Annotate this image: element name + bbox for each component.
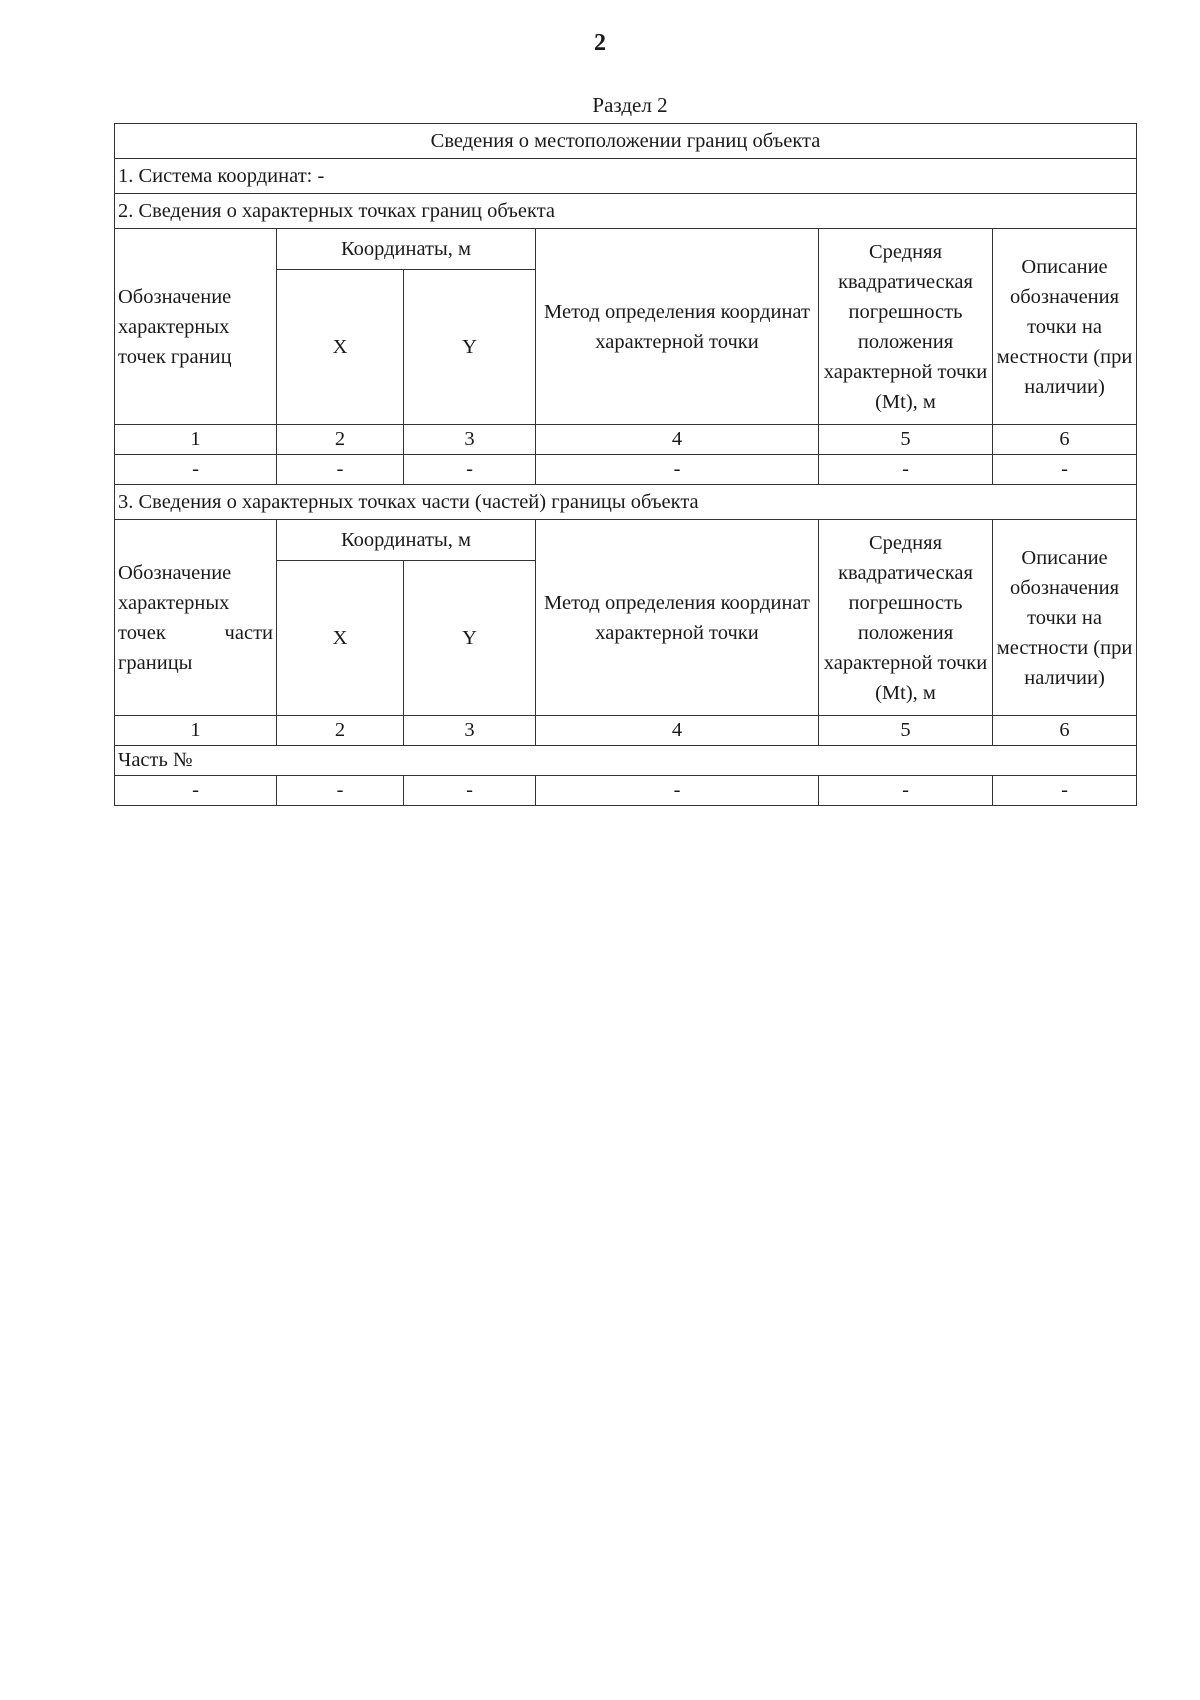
section3-col-y: Y	[404, 561, 536, 716]
section3-col-error: Средняя квадратическая погрешность положения характерной точки (Mt), м	[819, 520, 993, 716]
column-number: 4	[536, 716, 819, 746]
section3-header-row	[115, 520, 1137, 561]
part-label: Часть №	[115, 746, 1137, 776]
section3-heading: 3. Сведения о характерных точках части (частей) границы объекта	[115, 485, 1137, 520]
section2-heading: 2. Сведения о характерных точках границ объекта	[115, 194, 1137, 229]
table-cell: -	[115, 776, 277, 806]
column-number: 5	[819, 425, 993, 455]
column-number: 1	[115, 425, 277, 455]
section2-header-row	[115, 229, 1137, 270]
column-number: 2	[277, 425, 404, 455]
section2-col-method: Метод определения координат характерной точки	[536, 229, 819, 425]
column-number: 6	[993, 425, 1137, 455]
column-number: 3	[404, 716, 536, 746]
column-number: 4	[536, 425, 819, 455]
table-cell: -	[993, 776, 1137, 806]
section3-col-description: Описание обозначения точки на местности (при наличии)	[993, 520, 1137, 716]
table-row	[115, 455, 1137, 485]
section3-col-designation: Обозначение характерных точек части границы	[115, 520, 277, 716]
table-cell: -	[115, 455, 277, 485]
table-cell: -	[404, 776, 536, 806]
coord-system: 1. Система координат: -	[115, 159, 1137, 194]
table-title: Сведения о местоположении границ объекта	[115, 124, 1137, 159]
table-cell: -	[536, 455, 819, 485]
table-row	[115, 776, 1137, 806]
section2-heading-row	[115, 194, 1137, 229]
boundary-location-table	[114, 123, 1137, 806]
coord-system-row	[115, 159, 1137, 194]
table-title-row	[115, 124, 1137, 159]
section3-col-method: Метод определения координат характерной точки	[536, 520, 819, 716]
table-cell: -	[536, 776, 819, 806]
section2-col-x: X	[277, 270, 404, 425]
section2-col-designation: Обозначение характерных точек границ	[115, 229, 277, 425]
table-cell: -	[819, 776, 993, 806]
section-label: Раздел 2	[592, 93, 668, 117]
section2-col-coords: Координаты, м	[277, 229, 536, 270]
section3-heading-row	[115, 485, 1137, 520]
column-number: 6	[993, 716, 1137, 746]
section2-number-row	[115, 425, 1137, 455]
column-number: 3	[404, 425, 536, 455]
table-cell: -	[277, 776, 404, 806]
column-number: 5	[819, 716, 993, 746]
table-cell: -	[993, 455, 1137, 485]
column-number: 1	[115, 716, 277, 746]
section2-col-error: Средняя квадратическая погрешность положения характерной точки (Mt), м	[819, 229, 993, 425]
table-cell: -	[277, 455, 404, 485]
page-number: 2	[594, 30, 606, 56]
column-number: 2	[277, 716, 404, 746]
section3-col-x: X	[277, 561, 404, 716]
section2-col-y: Y	[404, 270, 536, 425]
section3-number-row	[115, 716, 1137, 746]
section3-part-row	[115, 746, 1137, 776]
section3-col-coords: Координаты, м	[277, 520, 536, 561]
table-cell: -	[404, 455, 536, 485]
section2-col-description: Описание обозначения точки на местности (при наличии)	[993, 229, 1137, 425]
table-cell: -	[819, 455, 993, 485]
